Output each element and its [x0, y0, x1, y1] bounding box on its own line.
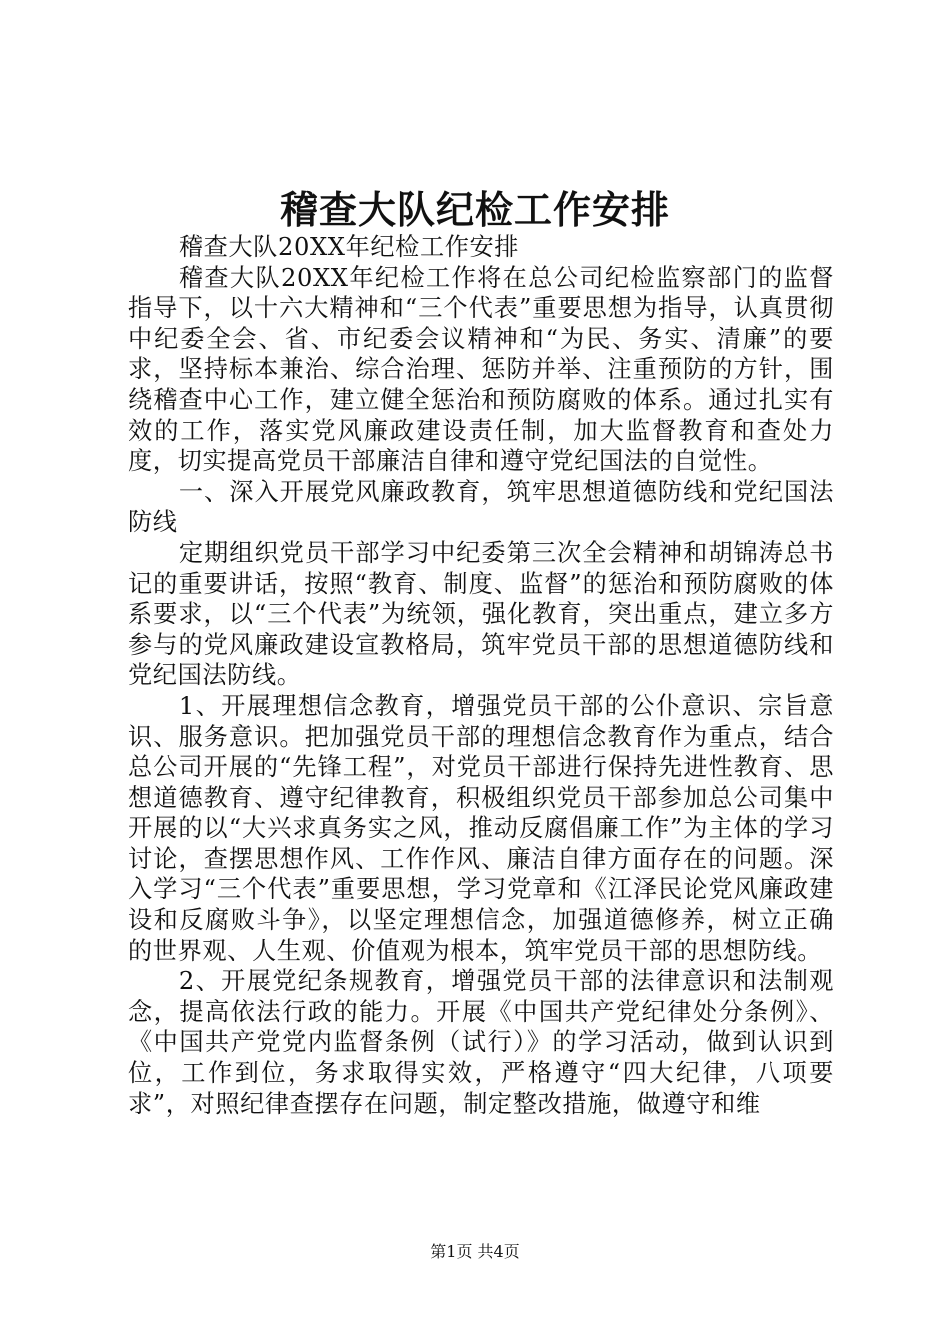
document-title: 稽查大队纪检工作安排	[279, 188, 670, 232]
page-number-footer: 第1页 共4页	[430, 1242, 520, 1261]
item-2-paragraph: 2、开展党纪条规教育，增强党员干部的法律意识和法制观念，提高依法行政的能力。开展《中国共产党纪律处分条例》、《中国共产党党内监督条例（试行）》的学习活动，做到认识到位，工作到位，务求取得实效，严格遵守“四大纪律，八项要求”，对照纪律查摆存在问题，制定整改措施，做遵守和维	[128, 967, 834, 1118]
document-body	[128, 232, 834, 1119]
item-1-paragraph: 1、开展理想信念教育，增强党员干部的公仆意识、宗旨意识、服务意识。把加强党员干部的理想信念教育作为重点，结合总公司开展的“先锋工程”，对党员干部进行保持先进性教育、思想道德教育、遵守纪律教育，积极组织党员干部参加总公司集中开展的以“大兴求真务实之风，推动反腐倡廉工作”为主体的学习讨论，查摆思想作风、工作作风、廉洁自律方面存在的问题。深入学习“三个代表”重要思想，学习党章和《江泽民论党风廉政建设和反腐败斗争》，以坚定理想信念，加强道德修养，树立正确的世界观、人生观、价值观为根本，筑牢党员干部的思想防线。	[128, 691, 834, 965]
subtitle-paragraph: 稽查大队20XX年纪检工作安排	[178, 233, 520, 261]
section-heading-1: 一、深入开展党风廉政教育，筑牢思想道德防线和党纪国法防线	[128, 477, 834, 537]
intro-paragraph: 稽查大队20XX年纪检工作将在总公司纪检监察部门的监督指导下，以十六大精神和“三个代表”重要思想为指导，认真贯彻中纪委全会、省、市纪委会议精神和“为民、务实、清廉”的要求，坚持标本兼治、综合治理、惩防并举、注重预防的方针，围绕稽查中心工作，建立健全惩治和预防腐败的体系。通过扎实有效的工作，落实党风廉政建设责任制，加大监督教育和查处力度，切实提高党员干部廉洁自律和遵守党纪国法的自觉性。	[128, 263, 834, 476]
section-1-paragraph: 定期组织党员干部学习中纪委第三次全会精神和胡锦涛总书记的重要讲话，按照“教育、制度、监督”的惩治和预防腐败的体系要求，以“三个代表”为统领，强化教育，突出重点，建立多方参与的党风廉政建设宣教格局，筑牢党员干部的思想道德防线和党纪国法防线。	[128, 538, 834, 690]
